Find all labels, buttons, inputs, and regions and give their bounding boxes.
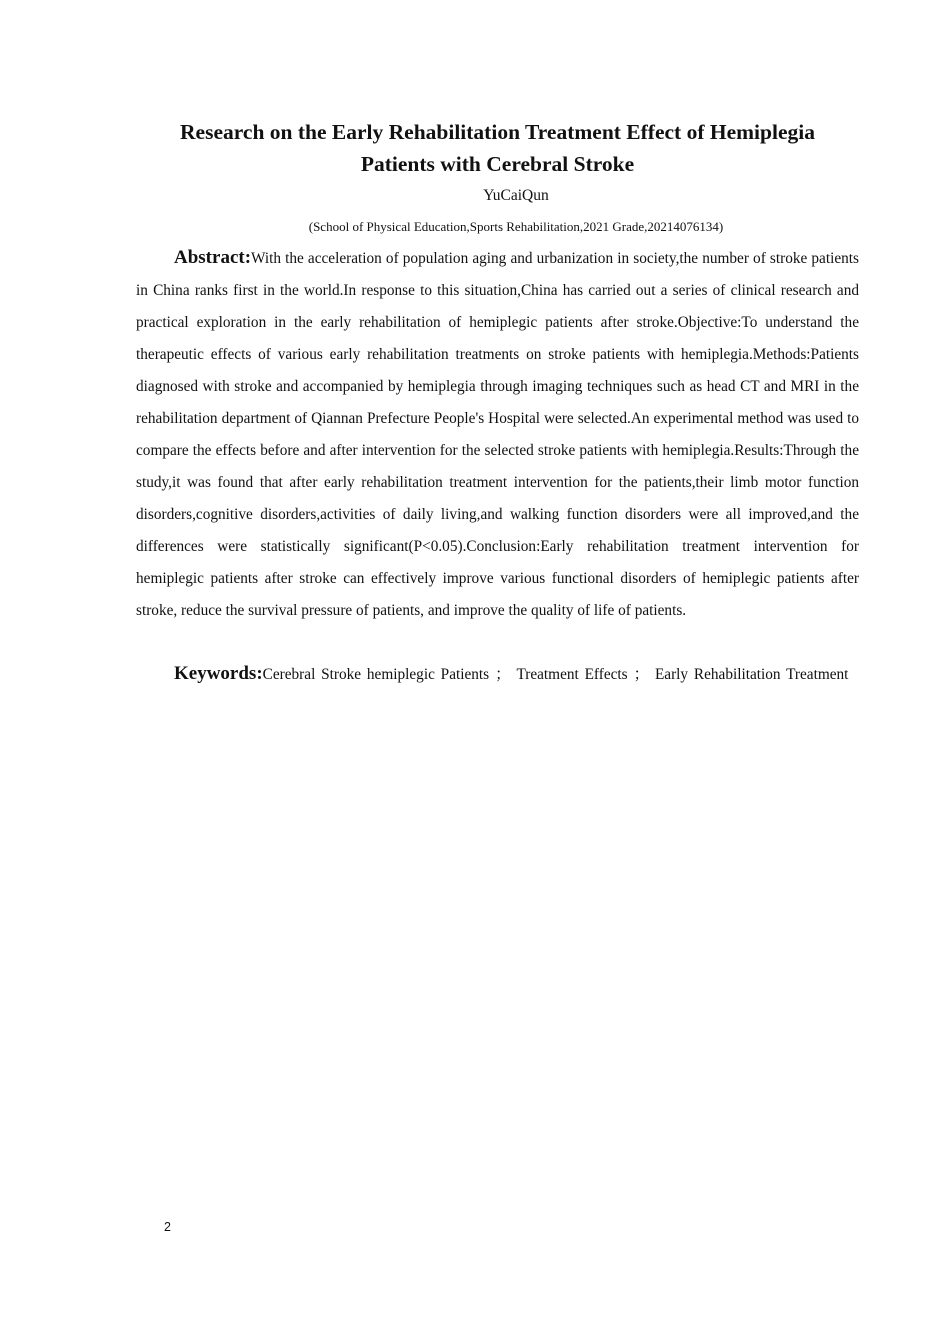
keywords-paragraph xyxy=(136,658,859,690)
abstract-paragraph xyxy=(136,242,859,627)
paper-title xyxy=(136,116,859,180)
author-affiliation: (School of Physical Education,Sports Rehabilitation,2021 Grade,20214076134) xyxy=(308,219,724,234)
keywords-label: Keywords: xyxy=(174,663,263,684)
keyword-separator: ； xyxy=(495,666,511,683)
page-number: 2 xyxy=(164,1220,171,1234)
author-name: YuCaiQun xyxy=(483,187,549,204)
abstract-text: With the acceleration of population aging and urbanization in society,the number of stroke patients in China ranks first in the world.In response to this situation,China has carried out a series of clinical research and practical exploration in the early rehabilitation of hemiplegic patients after stroke.Objective:To understand the therapeutic effects of various early rehabilitation treatments on stroke patients with hemiplegia.Methods:Patients diagnosed with stroke and accompanied by hemiplegia through imaging techniques such as head CT and MRI in the rehabilitation department of Qiannan Prefecture People's Hospital were selected.An experimental method was used to compare the effects before and after intervention for the selected stroke patients with hemiplegia.Results:Through the study,it was found that after early rehabilitation treatment intervention for the patients,their limb motor function disorders,cognitive disorders,activities of daily living,and walking function disorders were all improved,and the differences were statistically significant(P<0.05).Conclusion:Early rehabilitation treatment intervention for hemiplegic patients after stroke can effectively improve various functional disorders of hemiplegic patients after stroke, reduce the survival pressure of patients, and improve the quality of life of patients. xyxy=(136,250,859,619)
abstract-label: Abstract: xyxy=(174,247,252,268)
title-line-2: Patients with Cerebral Stroke xyxy=(360,152,635,176)
keyword-item: Cerebral Stroke hemiplegic Patients xyxy=(262,666,490,683)
title-line-1: Research on the Early Rehabilitation Treatment Effect of Hemiplegia xyxy=(180,120,815,144)
keyword-item: Treatment Effects xyxy=(516,666,628,683)
keyword-item: Early Rehabilitation Treatment xyxy=(654,666,849,683)
keyword-separator: ； xyxy=(633,666,649,683)
